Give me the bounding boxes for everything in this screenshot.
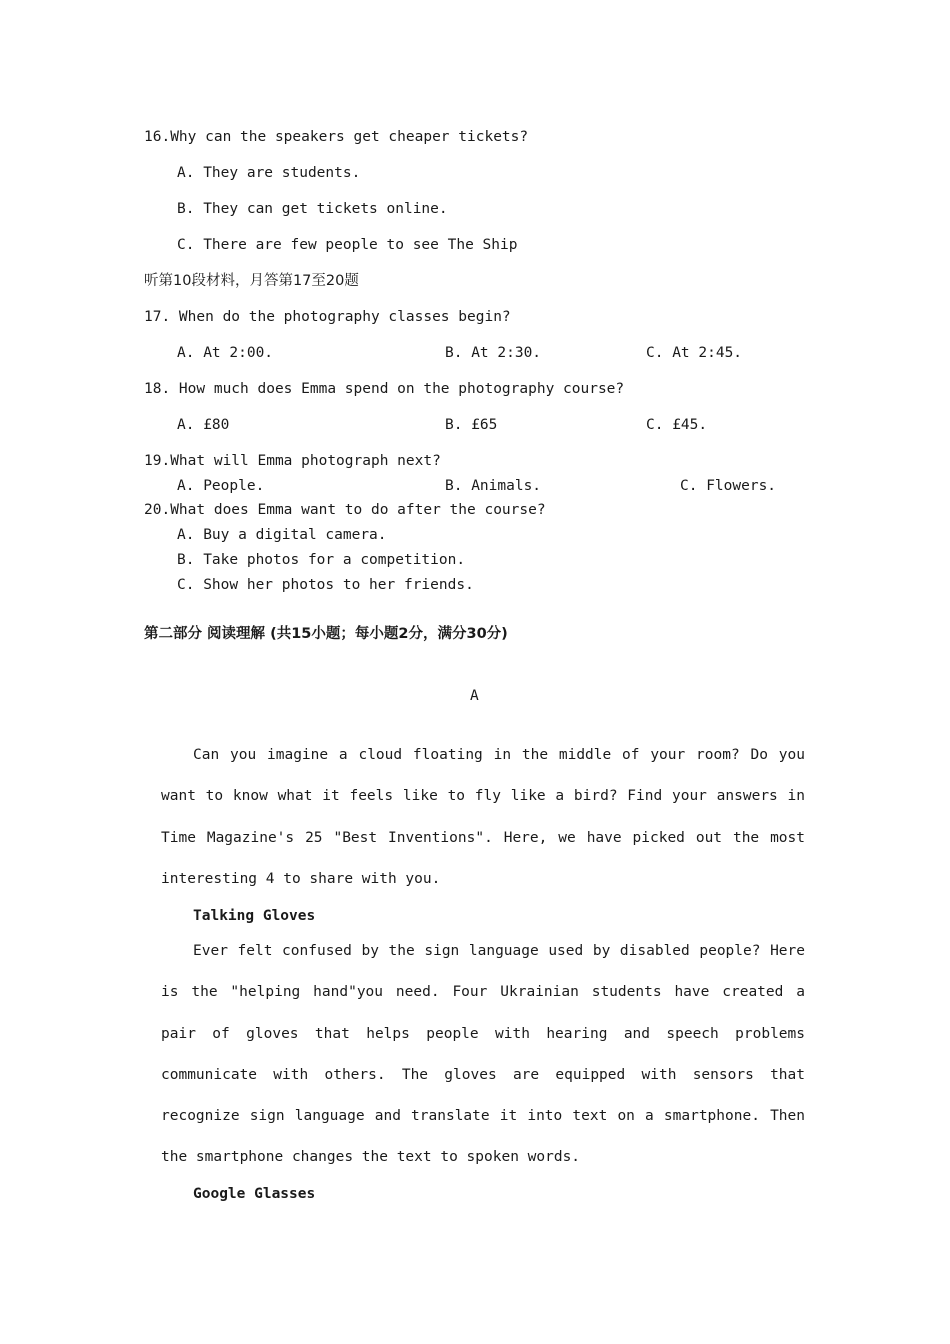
q18-option-b: B. £65	[445, 417, 498, 433]
q20-option-b: B. Take photos for a competition.	[177, 552, 466, 568]
q20-option-a: A. Buy a digital camera.	[177, 527, 387, 543]
q19-option-a: A. People.	[177, 478, 265, 494]
q18-option-a: A. £80	[177, 417, 230, 433]
paragraph-talking-gloves	[161, 931, 805, 1179]
passage-intro-text: Can you imagine a cloud floating in the middle of your room? Do you want to know what it feels like to fly like a bird? Find your answers in Time Magazine's 25 "Best Inventions". Here, we have picked out the most interesting 4 to share with you.	[161, 747, 805, 887]
q18-question: 18. How much does Emma spend on the photography course?	[144, 381, 625, 397]
q19-option-b: B. Animals.	[445, 478, 542, 494]
passage-label: A	[470, 688, 479, 704]
paragraph-talking-gloves-text: Ever felt confused by the sign language used by disabled people? Here is the "helping hand"you need. Four Ukrainian students have created a pair of gloves that helps people with hearing and speech problems communicate with others. The gloves are equipped with sensors that recognize sign language and translate it into text on a smartphone. Then the smartphone changes the text to spoken words.	[161, 943, 805, 1166]
q20-option-c: C. Show her photos to her friends.	[177, 577, 474, 593]
q19-option-c: C. Flowers.	[680, 478, 777, 494]
passage-intro	[161, 735, 805, 900]
q18-option-c: C. £45.	[646, 417, 708, 433]
q16-question: 16.Why can the speakers get cheaper tickets?	[144, 129, 529, 145]
q17-option-c: C. At 2:45.	[646, 345, 743, 361]
q17-question: 17. When do the photography classes begin?	[144, 309, 511, 325]
heading-talking-gloves: Talking Gloves	[193, 908, 316, 924]
q17-option-a: A. At 2:00.	[177, 345, 274, 361]
q19-question: 19.What will Emma photograph next?	[144, 453, 441, 469]
q20-question: 20.What does Emma want to do after the course?	[144, 502, 546, 518]
part2-header: 第二部分 阅读理解 (共15小题；每小题2分，满分30分)	[144, 626, 508, 642]
section10-intro: 听第10段材料，月答第17至20题	[144, 273, 359, 289]
q16-option-a: A. They are students.	[177, 165, 361, 181]
q16-option-c: C. There are few people to see The Ship	[177, 237, 518, 253]
q16-option-b: B. They can get tickets online.	[177, 201, 448, 217]
q17-option-b: B. At 2:30.	[445, 345, 542, 361]
heading-google-glasses: Google Glasses	[193, 1186, 316, 1202]
